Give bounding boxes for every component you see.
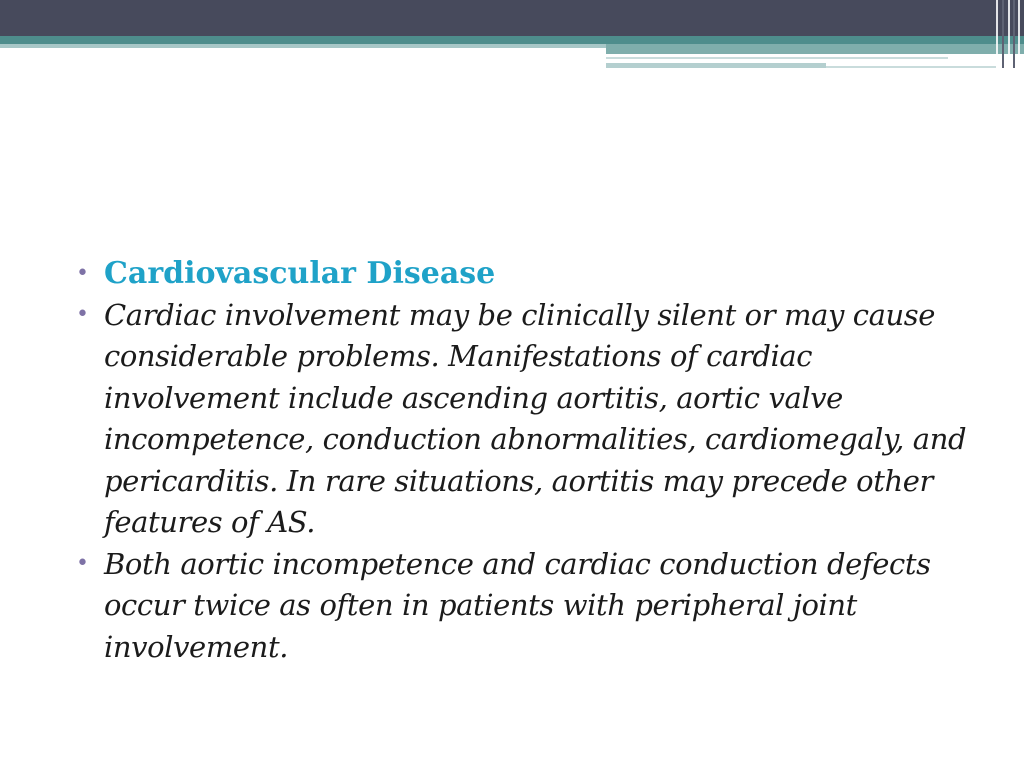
bullet-icon: • xyxy=(76,261,89,286)
header-light-teal-band xyxy=(0,44,606,48)
header-decor-stripe xyxy=(1013,0,1015,68)
bullet-item-heading xyxy=(70,254,970,295)
header-right-line xyxy=(606,63,826,68)
bullet-list xyxy=(70,254,970,668)
header-decor-stripe xyxy=(996,0,998,68)
slide-body xyxy=(70,254,970,668)
header-decor-stripe xyxy=(1008,0,1010,68)
bullet-text: Cardiac involvement may be clinically silent or may cause considerable problems. Manifestations of cardiac involvement include ascending aortitis, aortic valve incompetence, conduction abnormalities, cardiomegaly, and pericarditis. In rare situations, aortitis may precede other features of AS. xyxy=(104,297,967,539)
header-decor-stripe xyxy=(1018,0,1020,68)
bullet-item xyxy=(70,544,970,669)
header-teal-band xyxy=(0,36,1024,44)
bullet-icon: • xyxy=(76,301,89,327)
header-right-band xyxy=(606,44,1024,54)
bullet-icon: • xyxy=(76,550,89,576)
header-right-line xyxy=(606,57,948,59)
bullet-text: Both aortic incompetence and cardiac conduction defects occur twice as often in patients with peripheral joint involvement. xyxy=(104,546,931,664)
header-dark-band xyxy=(0,0,1024,36)
header-right-line xyxy=(826,66,996,68)
bullet-item xyxy=(70,295,970,544)
header-decor-stripe xyxy=(1002,0,1004,68)
section-heading: Cardiovascular Disease xyxy=(104,256,496,291)
